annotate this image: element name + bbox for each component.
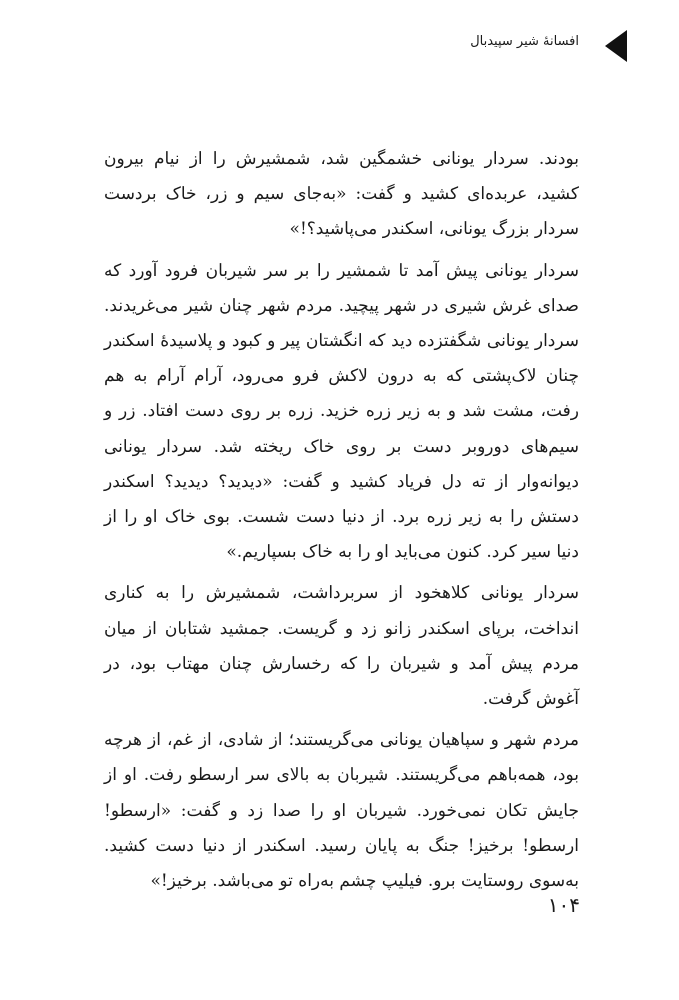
- paragraph-1: بودند. سردار یونانی خشمگین شد، شمشیرش را از نیام بیرون کشید، عربده‌ای کشید و گفت: «به‌جای سیم و زر، خاک بردست سردار بزرگ یونانی، اسکندر می‌پاشید؟!»: [104, 149, 579, 240]
- triangle-marker-icon: [605, 30, 627, 62]
- body-text: [104, 142, 579, 905]
- paragraph-2: سردار یونانی پیش آمد تا شمشیر را بر سر شیربان فرود آورد که صدای غرش شیری در شهر پیچید. مردم شهر چنان شیر می‌غریدند. سردار یونانی شگفتزده دید که انگشتان پیر و کبود و پلاسیدهٔ اسکندر چنان لاک‌پشتی که به درون لاکش فرو می‌رود، آرام آرام به هم رفت، مشت شد و به زیر زره خزید. زره بر روی دست افتاد. زر و سیم‌های دوروبر دست بر روی خاک ریخته شد. سردار یونانی دیوانه‌وار از ته دل فریاد کشید و گفت: «دیدید؟ دیدید؟ اسکندر دستش را به زیر زره برد. از دنیا دست شست. بوی خاک او را از دنیا سیر کرد. کنون می‌باید او را به خاک بسپاریم.»: [104, 260, 579, 563]
- page-number: ۱۰۴: [547, 893, 580, 917]
- paragraph-4: مردم شهر و سپاهیان یونانی می‌گریستند؛ از شادی، از غم، از هرچه بود، همه‌باهم می‌گریستند. شیربان به بالای سر ارسطو رفت. او از جایش تکان نمی‌خورد. شیربان او را صدا زد و گفت: «ارسطو! ارسطو! برخیز! جنگ به پایان رسید. اسکندر از دنیا دست کشید. به‌سوی روستایت برو. فیلیپ چشم به‌راه تو می‌باشد. برخیز!»: [104, 730, 579, 892]
- running-header-title: افسانهٔ شیر سپیدبال: [470, 34, 579, 49]
- paragraph-3: سردار یونانی کلاهخود از سربرداشت، شمشیرش را به کناری انداخت، برپای اسکندر زانو زد و گریست. جمشید شتابان از میان مردم پیش آمد و شیربان را که رخسارش چنان مهتاب بود، در آغوش گرفت.: [104, 583, 579, 710]
